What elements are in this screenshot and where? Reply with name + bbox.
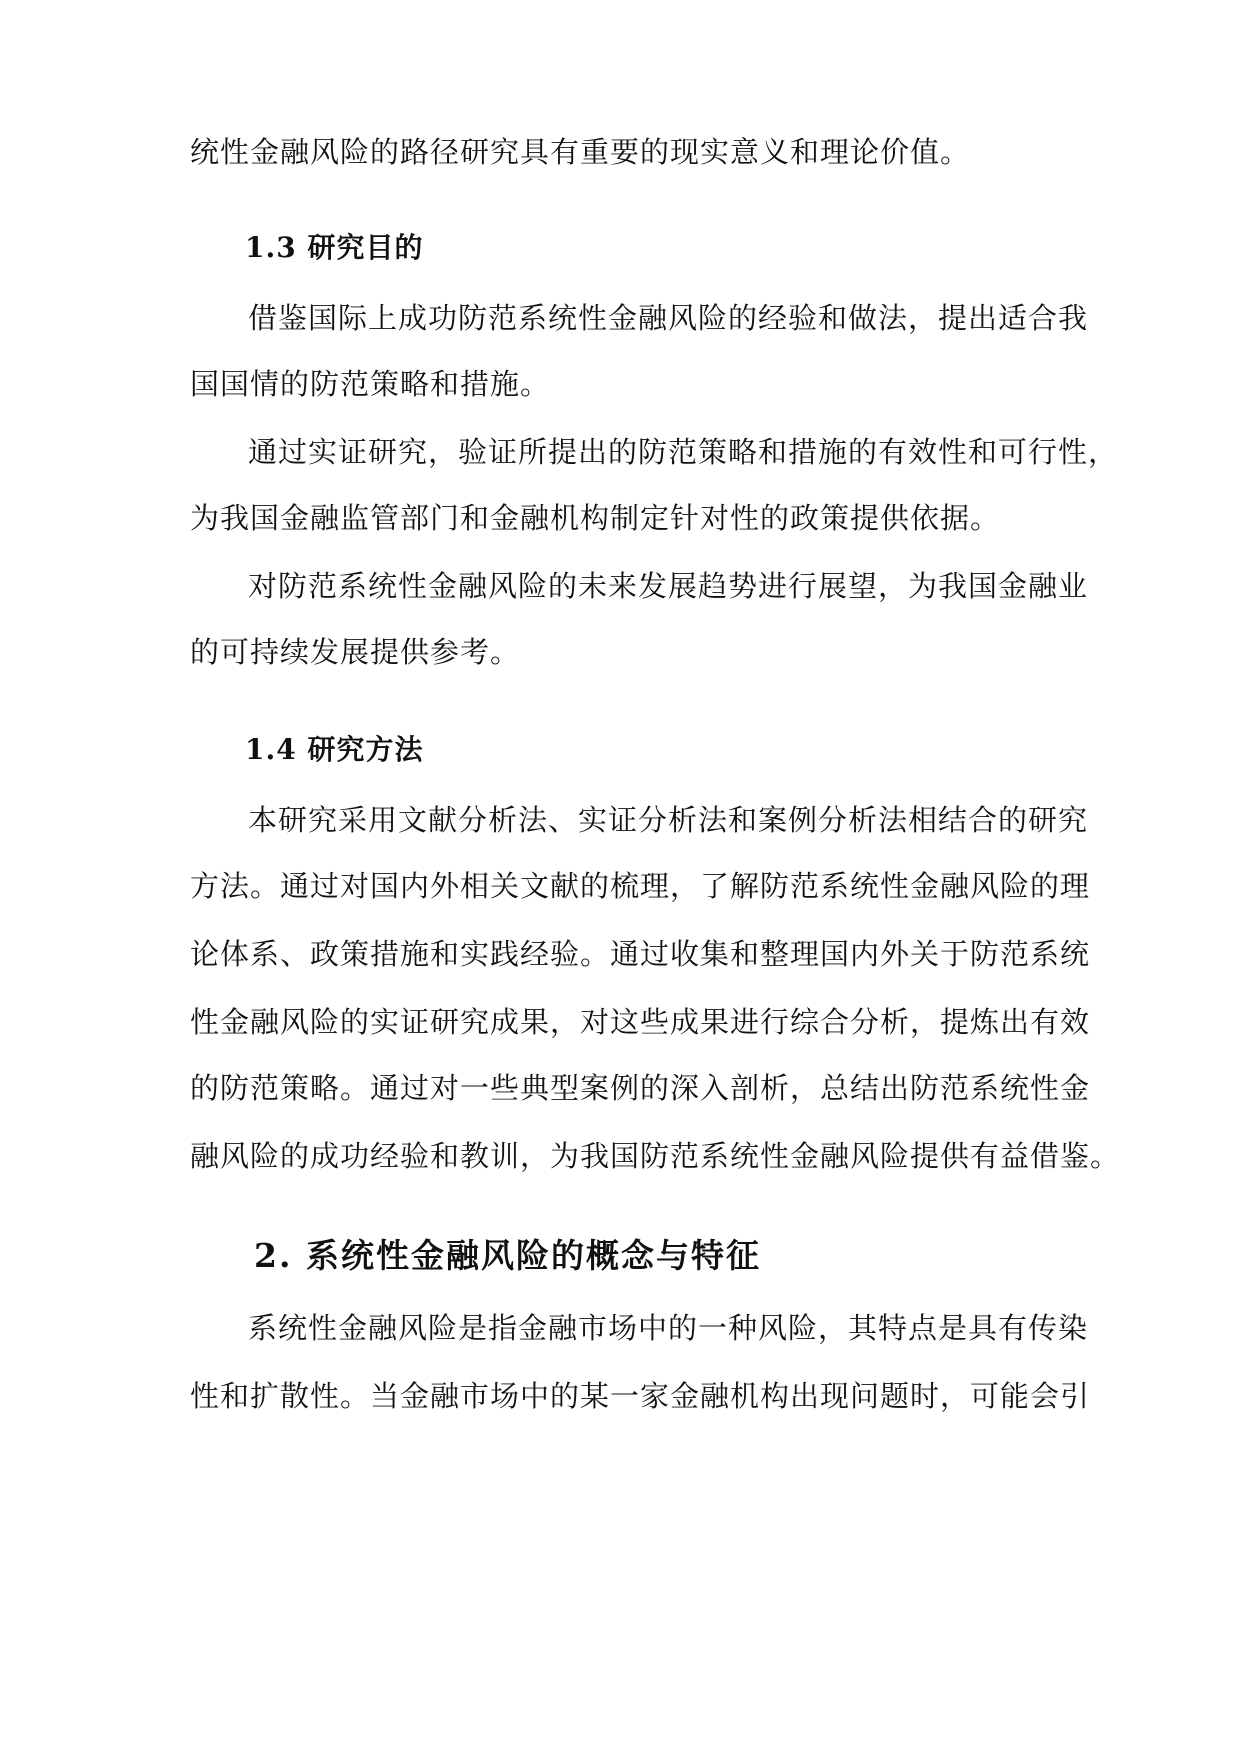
paragraph-continuation-line: 统性金融风险的路径研究具有重要的现实意义和理论价值。 (190, 135, 971, 169)
paragraph-line: 性和扩散性。当金融市场中的某一家金融机构出现问题时，可能会引 (190, 1379, 1091, 1413)
paragraph-line: 对防范系统性金融风险的未来发展趋势进行展望，为我国金融业 (248, 569, 1089, 603)
section-heading-1-3: 1.3 研究目的 (245, 231, 424, 264)
paragraph-line: 国国情的防范策略和措施。 (190, 367, 551, 401)
paragraph-line: 论体系、政策措施和实践经验。通过收集和整理国内外关于防范系统 (190, 937, 1091, 971)
paragraph-line: 融风险的成功经验和教训，为我国防范系统性金融风险提供有益借鉴。 (190, 1139, 1121, 1173)
paragraph-line: 方法。通过对国内外相关文献的梳理，了解防范系统性金融风险的理 (190, 869, 1091, 903)
paragraph-line: 的可持续发展提供参考。 (190, 635, 521, 669)
section-heading-1-4: 1.4 研究方法 (245, 733, 424, 766)
paragraph-line: 为我国金融监管部门和金融机构制定针对性的政策提供依据。 (190, 501, 1001, 535)
paragraph-line: 系统性金融风险是指金融市场中的一种风险，其特点是具有传染 (248, 1311, 1089, 1345)
paragraph-line: 性金融风险的实证研究成果，对这些成果进行综合分析，提炼出有效 (190, 1005, 1091, 1039)
paragraph-line: 本研究采用文献分析法、实证分析法和案例分析法相结合的研究 (248, 803, 1089, 837)
paragraph-line: 通过实证研究，验证所提出的防范策略和措施的有效性和可行性， (248, 435, 1119, 469)
section-heading-2: 2. 系统性金融风险的概念与特征 (254, 1236, 761, 1275)
paragraph-line: 的防范策略。通过对一些典型案例的深入剖析，总结出防范系统性金 (190, 1071, 1091, 1105)
paragraph-line: 借鉴国际上成功防范系统性金融风险的经验和做法，提出适合我 (248, 301, 1089, 335)
